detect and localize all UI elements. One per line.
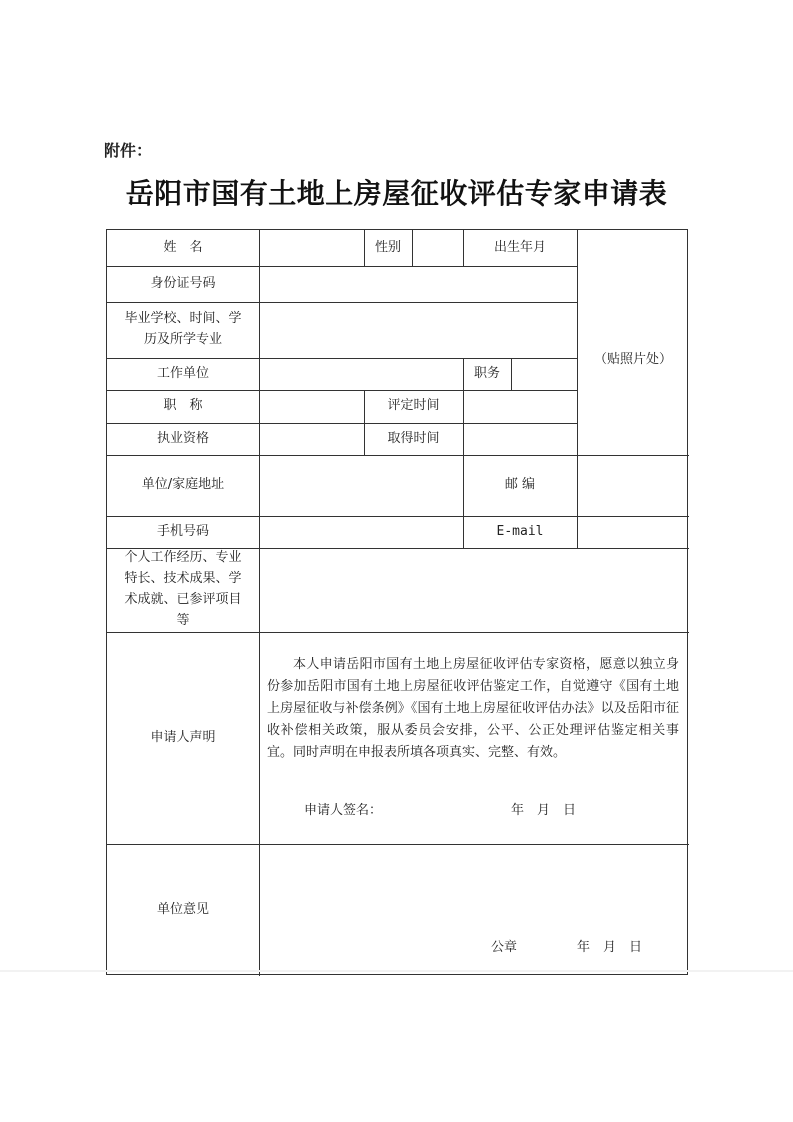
postcode-field[interactable] bbox=[577, 455, 689, 516]
postcode-label: 邮 编 bbox=[504, 477, 536, 493]
unit-opinion-field[interactable] bbox=[259, 844, 689, 976]
signature-date: 年 月 日 bbox=[511, 803, 577, 818]
id-number-field[interactable] bbox=[259, 266, 577, 302]
seal-label: 公章 bbox=[491, 940, 518, 955]
declaration-section bbox=[107, 632, 689, 844]
title-field[interactable] bbox=[259, 390, 364, 423]
id-number-label: 身份证号码 bbox=[150, 275, 216, 291]
qualification-field[interactable] bbox=[259, 423, 364, 455]
unit-opinion-label: 单位意见 bbox=[156, 901, 209, 917]
title-label: 职 称 bbox=[163, 398, 203, 414]
address-field[interactable] bbox=[259, 455, 463, 516]
obtained-time-label: 取得时间 bbox=[387, 430, 440, 446]
gender-label: 性别 bbox=[374, 239, 401, 255]
experience-field[interactable] bbox=[259, 548, 689, 632]
mobile-field[interactable] bbox=[259, 516, 463, 548]
declaration-text: 本人申请岳阳市国有土地上房屋征收评估专家资格，愿意以独立身份参加岳阳市国有土地上房屋征收评估鉴定工作，自觉遵守《国有土地上房屋征收与补偿条例》《国有土地上房屋征收评估办法》以及岳阳市征收补偿相关政策，服从委员会安排，公平、公正处理评估鉴定相关事宜。同时声明在申报表所填各项真实、完整、有效。 bbox=[267, 657, 679, 760]
name-label: 姓 名 bbox=[163, 239, 203, 255]
photo-label: （贴照片处） bbox=[593, 352, 672, 368]
obtained-time-field[interactable] bbox=[463, 423, 577, 455]
address-label: 单位/家庭地址 bbox=[141, 477, 225, 493]
position-label: 职务 bbox=[473, 365, 500, 381]
gender-field[interactable] bbox=[412, 230, 463, 266]
employer-label: 工作单位 bbox=[156, 365, 209, 381]
page-title: 岳阳市国有土地上房屋征收评估专家申请表 bbox=[125, 177, 668, 210]
declaration-label: 申请人声明 bbox=[150, 729, 216, 745]
scan-edge bbox=[0, 970, 793, 972]
employer-field[interactable] bbox=[259, 358, 463, 390]
email-label: E-mail bbox=[496, 523, 544, 539]
mobile-label: 手机号码 bbox=[156, 523, 209, 539]
position-field[interactable] bbox=[511, 358, 577, 390]
education-field[interactable] bbox=[259, 302, 577, 358]
qualification-label: 执业资格 bbox=[156, 430, 209, 446]
seal-date: 年 月 日 bbox=[577, 940, 643, 955]
photo-placeholder[interactable] bbox=[577, 266, 689, 455]
email-field[interactable] bbox=[577, 516, 689, 548]
application-form bbox=[106, 229, 688, 975]
birth-label: 出生年月 bbox=[493, 239, 546, 255]
attachment-label: 附件： bbox=[104, 141, 153, 160]
birth-field[interactable] bbox=[577, 230, 689, 266]
experience-label: 个人工作经历、专业特长、技术成果、学术成就、已参评项目等 bbox=[124, 550, 242, 628]
name-field[interactable] bbox=[259, 230, 364, 266]
rated-time-field[interactable] bbox=[463, 390, 577, 423]
rated-time-label: 评定时间 bbox=[387, 398, 440, 414]
signature-label: 申请人签名： bbox=[304, 803, 383, 818]
signature-field[interactable] bbox=[391, 796, 491, 818]
education-label: 毕业学校、时间、学历及所学专业 bbox=[124, 311, 242, 347]
